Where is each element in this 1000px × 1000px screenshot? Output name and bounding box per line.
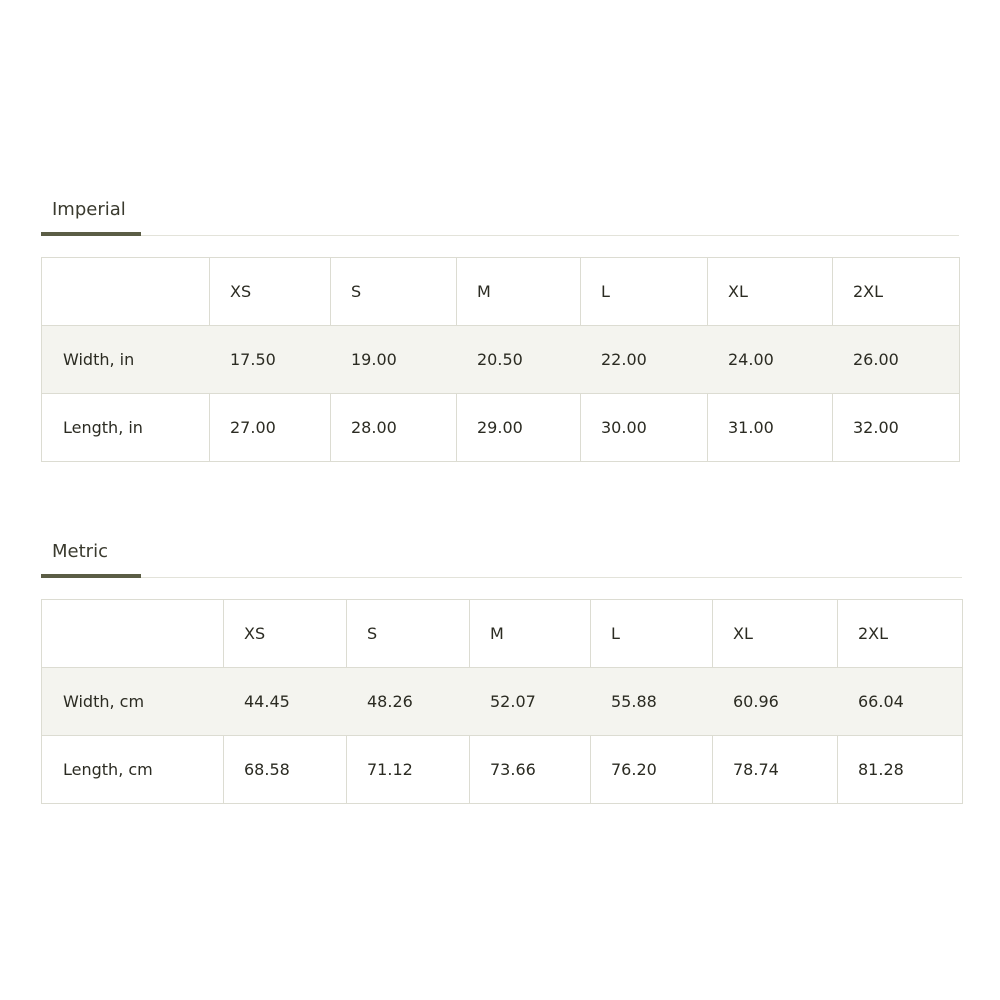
table-row <box>42 394 960 462</box>
header-size-xl: XL <box>708 258 833 326</box>
header-size-m: M <box>470 600 591 668</box>
table-header-row <box>42 258 960 326</box>
header-size-xs: XS <box>224 600 347 668</box>
table-row <box>42 736 963 804</box>
row-label: Width, cm <box>42 668 224 736</box>
imperial-tabbar <box>41 196 959 236</box>
table-cell: 27.00 <box>210 394 331 462</box>
header-size-m: M <box>457 258 581 326</box>
table-cell: 31.00 <box>708 394 833 462</box>
table-cell: 66.04 <box>838 668 963 736</box>
table-cell: 71.12 <box>347 736 470 804</box>
table-cell: 55.88 <box>591 668 713 736</box>
header-size-l: L <box>581 258 708 326</box>
header-corner-cell <box>42 600 224 668</box>
table-cell: 24.00 <box>708 326 833 394</box>
metric-size-table <box>41 599 963 804</box>
header-size-s: S <box>331 258 457 326</box>
table-cell: 32.00 <box>833 394 960 462</box>
table-cell: 29.00 <box>457 394 581 462</box>
table-cell: 44.45 <box>224 668 347 736</box>
header-size-2xl: 2XL <box>838 600 963 668</box>
table-cell: 76.20 <box>591 736 713 804</box>
row-label: Width, in <box>42 326 210 394</box>
header-size-l: L <box>591 600 713 668</box>
metric-tabbar <box>41 538 962 578</box>
header-size-2xl: 2XL <box>833 258 960 326</box>
table-cell: 22.00 <box>581 326 708 394</box>
table-cell: 28.00 <box>331 394 457 462</box>
table-cell: 26.00 <box>833 326 960 394</box>
header-size-s: S <box>347 600 470 668</box>
metric-section <box>41 538 962 804</box>
tab-imperial[interactable]: Imperial <box>41 198 141 236</box>
header-corner-cell <box>42 258 210 326</box>
imperial-size-table <box>41 257 960 462</box>
table-cell: 68.58 <box>224 736 347 804</box>
table-cell: 17.50 <box>210 326 331 394</box>
table-cell: 48.26 <box>347 668 470 736</box>
table-cell: 20.50 <box>457 326 581 394</box>
row-label: Length, cm <box>42 736 224 804</box>
table-row <box>42 668 963 736</box>
table-cell: 30.00 <box>581 394 708 462</box>
row-label: Length, in <box>42 394 210 462</box>
imperial-section <box>41 196 959 462</box>
table-row <box>42 326 960 394</box>
table-cell: 52.07 <box>470 668 591 736</box>
table-cell: 78.74 <box>713 736 838 804</box>
table-cell: 19.00 <box>331 326 457 394</box>
header-size-xl: XL <box>713 600 838 668</box>
table-cell: 60.96 <box>713 668 838 736</box>
header-size-xs: XS <box>210 258 331 326</box>
table-cell: 73.66 <box>470 736 591 804</box>
tab-metric[interactable]: Metric <box>41 540 141 578</box>
table-cell: 81.28 <box>838 736 963 804</box>
table-header-row <box>42 600 963 668</box>
